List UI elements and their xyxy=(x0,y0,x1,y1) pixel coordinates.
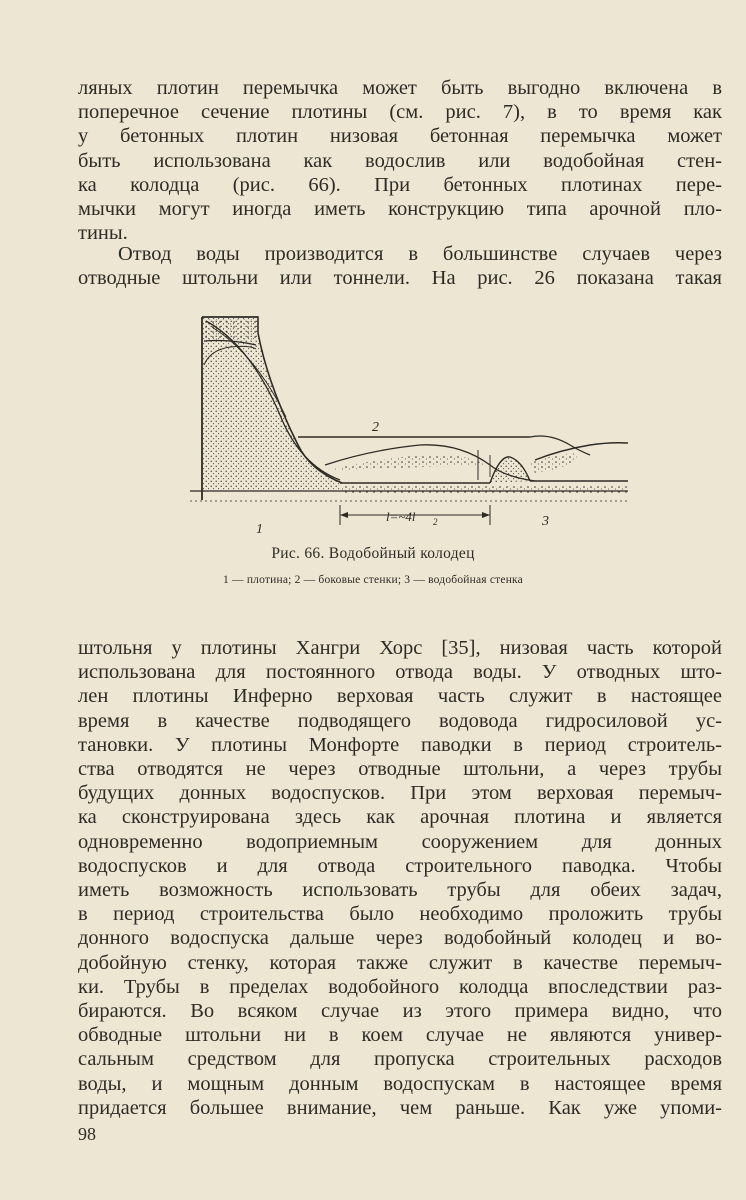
text-line: ки. Трубы в пределах водобойного колодца впоследствии раз- xyxy=(78,975,722,998)
text-line: будущих донных водоспусков. При этом верховая перемыч- xyxy=(78,782,722,805)
dimension-line xyxy=(340,505,490,527)
dam-body xyxy=(202,317,342,500)
text-line: ка сконструирована здесь как арочная плотина и является xyxy=(78,806,722,829)
page-number: 98 xyxy=(78,1124,96,1144)
text-line: ка колодца (рис. 66). При бетонных плотинах пере- xyxy=(78,173,722,196)
text-line: время в качестве подводящего водовода гидросиловой ус- xyxy=(78,709,722,732)
text-line: иметь возможность использовать трубы для обеих задач, xyxy=(78,879,722,902)
label-3: 3 xyxy=(542,514,549,529)
text-line: мычки могут иногда иметь конструкцию типа арочной пло- xyxy=(78,198,722,221)
label-2: 2 xyxy=(372,420,379,435)
figure-caption: Рис. 66. Водобойный колодец xyxy=(271,545,475,562)
text-line: тановки. У плотины Монфорте паводки в период строитель- xyxy=(78,733,722,756)
text-line: воды, и мощным донным водоспускам в настоящее время xyxy=(78,1072,722,1095)
text-line: бираются. Во всяком случае из этого примера видно, что xyxy=(78,1000,722,1023)
stilling-basin-figure xyxy=(190,305,630,545)
text-line: придается большее внимание, чем раньше. Как уже упоми- xyxy=(78,1096,722,1119)
text-line: донного водоспуска дальше через водобойный колодец и во- xyxy=(78,927,722,950)
text-line: быть использована как водослив или водобойная стен- xyxy=(78,149,722,172)
text-line: Отвод воды производится в большинстве случаев через xyxy=(118,243,722,265)
text-line: ляных плотин перемычка может быть выгодно включена в xyxy=(78,77,722,99)
text-line: водоспусков и для отвода строительного паводка. Чтобы xyxy=(78,854,722,877)
paragraph-2 xyxy=(78,242,722,290)
label-1: 1 xyxy=(256,522,263,537)
text-line: одновременно водоприемным сооружением для донных xyxy=(78,830,722,853)
text-line: добойную стенку, которая также служит в качестве перемыч- xyxy=(78,951,722,974)
text-line: отводные штольни или тоннели. На рис. 26 показана такая xyxy=(78,267,722,290)
dimension-subscript: 2 xyxy=(433,517,438,527)
figure-legend: 1 — плотина; 2 — боковые стенки; 3 — водобойная стенка xyxy=(223,574,523,586)
text-line: в период строительства было необходимо проложить трубы xyxy=(78,903,722,926)
text-line: ства отводятся не через отводные штольни, а через трубы xyxy=(78,758,722,781)
text-line: использована для постоянного отвода воды. У отводных што- xyxy=(78,661,722,684)
text-line: штольня у плотины Хангри Хорс [35], низовая часть которой xyxy=(78,637,722,659)
text-line: лен плотины Инферно верховая часть служит в настоящее xyxy=(78,685,722,708)
text-line: тины. xyxy=(78,222,128,245)
dimension-label: l=~4l xyxy=(386,509,416,524)
text-line: сальным средством для пропуска строительных расходов xyxy=(78,1048,722,1071)
text-line: у бетонных плотин низовая бетонная перемычка может xyxy=(78,125,722,148)
text-line: поперечное сечение плотины (см. рис. 7), в то время как xyxy=(78,101,722,124)
paragraph-3 xyxy=(78,636,722,1120)
text-line: обводные штольни ни в коем случае не являются универ- xyxy=(78,1024,722,1047)
paragraph-1 xyxy=(78,76,722,245)
